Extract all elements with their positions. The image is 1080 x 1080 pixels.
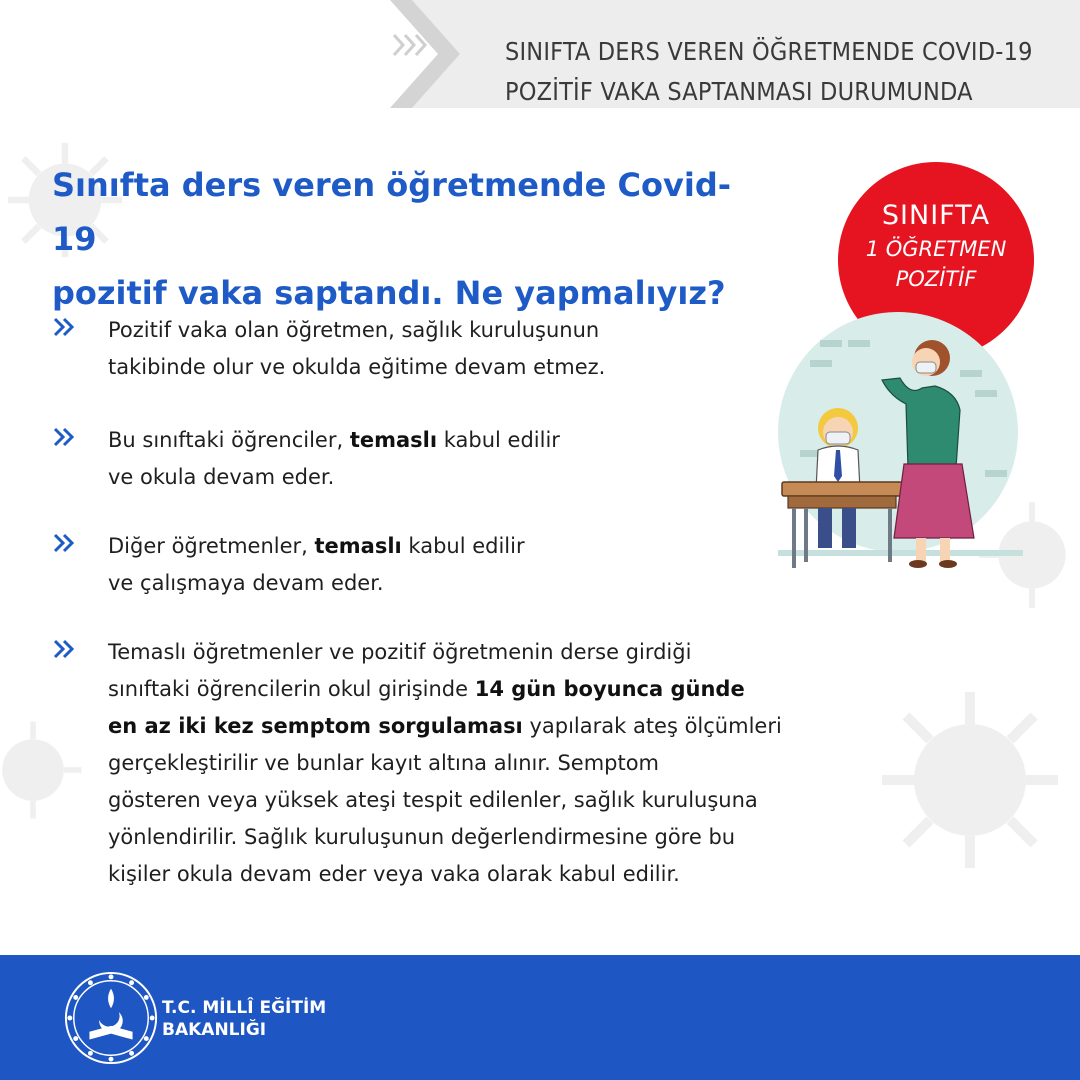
list-item-line: ve okula devam eder. [108,465,335,489]
text-segment: kabul edilir [401,534,525,558]
list-item-line: gerçekleştirilir ve bunlar kayıt altına alınır. Semptom [108,751,660,775]
footer-org-title [162,997,326,1041]
list-item-line: yönlendirilir. Sağlık kuruluşunun değerlendirmesine göre bu [108,825,736,849]
bold-text: temaslı [314,534,402,558]
list-item-line: Temaslı öğretmenler ve pozitif öğretmenin derse girdiği [108,640,692,664]
ministry-emblem-icon [62,969,160,1067]
double-chevron-right-icon [52,638,78,660]
list-item [52,634,1012,904]
list-item-line [108,671,1008,708]
double-chevron-right-icon [52,316,78,338]
list-item-text [108,634,1008,893]
list-item-line [108,528,768,565]
list-item [52,312,752,392]
bold-text: 14 gün boyunca günde [474,677,745,701]
bold-text: temaslı [349,428,438,452]
list-item-line [108,422,768,459]
footer-org-line2: BAKANLIĞI [162,1020,267,1040]
badge-line3: POZİTİF [895,267,977,291]
footer-org-line1: T.C. MİLLÎ EĞİTİM [162,998,327,1018]
list-item-line: kişiler okula devam eder veya vaka olarak kabul edilir. [108,862,680,886]
list-item [52,528,752,608]
list-item [52,422,752,502]
badge-line2: 1 ÖĞRETMEN [865,237,1007,261]
banner-title-line2: POZİTİF VAKA SAPTANMASI DURUMUNDA [505,77,973,106]
text-segment: Bu sınıftaki öğrenciler, [108,428,350,452]
top-banner [0,0,1080,130]
text-segment: kabul edilir [437,428,560,452]
footer [0,955,1080,1080]
banner-title [505,32,1065,112]
list-item-text [108,528,768,602]
banner-title-line1: SINIFTA DERS VEREN ÖĞRETMENDE COVID-19 [505,37,1033,66]
double-chevron-right-icon [52,426,78,448]
list-item-line: takibinde olur ve okulda eğitime devam etmez. [108,355,606,379]
triple-chevron-right-icon [392,30,432,60]
page-title-line1: Sınıfta ders veren öğretmende Covid-19 [52,166,731,258]
list-item-line: ve çalışmaya devam eder. [108,571,384,595]
teacher-student-illustration [760,300,1040,590]
page-title-line2: pozitif vaka saptandı. Ne yapmalıyız? [52,274,726,312]
page-title [52,158,772,320]
bold-text: en az iki kez semptom sorgulaması [108,714,523,738]
double-chevron-right-icon [52,532,78,554]
text-segment: yapılarak ateş ölçümleri [522,714,782,738]
list-item-line: Pozitif vaka olan öğretmen, sağlık kuruluşunun [108,318,600,342]
text-segment: Diğer öğretmenler, [108,534,315,558]
list-item-text [108,312,768,386]
badge-line1: SINIFTA [881,200,991,231]
list-item-text [108,422,768,496]
list-item-line [108,708,1008,745]
list-item-line: gösteren veya yüksek ateşi tespit edilenler, sağlık kuruluşuna [108,788,758,812]
text-segment: sınıftaki öğrencilerin okul girişinde [108,677,475,701]
